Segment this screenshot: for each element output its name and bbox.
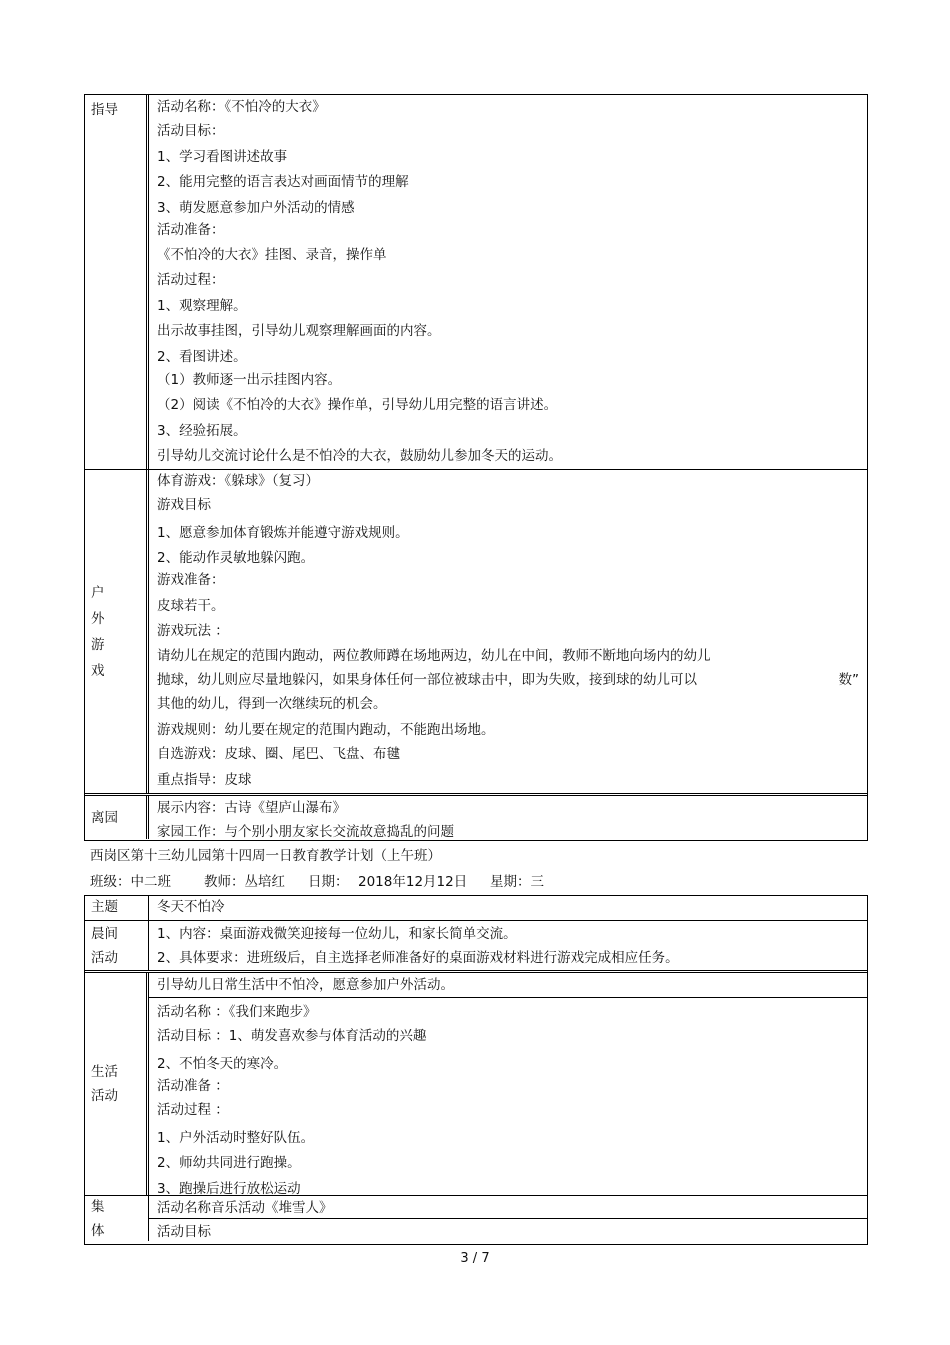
leave-label: 离园 xyxy=(85,796,149,839)
outdoor-game-label xyxy=(85,470,149,793)
life-line: 3、跑操后进行放松运动 xyxy=(157,1181,301,1197)
guidance-label: 指导 xyxy=(85,95,149,469)
weekday-label: 星期：三 xyxy=(490,874,544,890)
outdoor-line: 抛球，幼儿则应尽量地躲闪，如果身体任何一部位被球击中，即为失败，接到球的幼儿可以 xyxy=(157,672,697,688)
guidance-line: 1、学习看图讲述故事 xyxy=(157,149,288,165)
outdoor-line: 请幼儿在规定的范围内跑动，两位教师蹲在场地两边，幼儿在中间，教师不断地向场内的幼儿 xyxy=(157,648,711,664)
outdoor-game-row xyxy=(85,469,867,793)
top-plan-table xyxy=(84,94,868,841)
date-label: 日期： xyxy=(308,874,349,890)
life-activity-label xyxy=(85,973,149,1195)
label-line: 活动 xyxy=(91,949,118,966)
label-char: 外 xyxy=(91,610,105,627)
life-line: 2、师幼共同进行跑操。 xyxy=(157,1155,301,1171)
plan-title: 西岗区第十三幼儿园第十四周一日教育教学计划（上午班） xyxy=(90,848,441,864)
guidance-line: 3、经验拓展。 xyxy=(157,423,247,439)
guidance-line: 2、看图讲述。 xyxy=(157,349,247,365)
outdoor-line: 2、能动作灵敏地躲闪跑。 xyxy=(157,550,315,566)
outdoor-line-trailing-word: 数” xyxy=(838,672,859,688)
label-char: 游 xyxy=(91,636,105,653)
label-line: 生活 xyxy=(91,1064,118,1080)
life-intro: 引导幼儿日常生活中不怕冷，愿意参加户外活动。 xyxy=(157,977,454,993)
guidance-line: 活动过程： xyxy=(157,272,225,288)
life-line: 1、户外活动时整好队伍。 xyxy=(157,1130,315,1146)
morning-line: 1、内容：桌面游戏微笑迎接每一位幼儿，和家长简单交流。 xyxy=(157,926,517,942)
outdoor-line: 游戏玩法 ： xyxy=(157,623,229,639)
outdoor-line: 游戏准备： xyxy=(157,572,225,588)
outdoor-line: 皮球若干。 xyxy=(157,598,225,614)
group-activity-row xyxy=(85,1195,867,1241)
guidance-row xyxy=(85,95,867,469)
group-activity-label xyxy=(85,1196,149,1241)
guidance-line: 活动目标： xyxy=(157,123,225,139)
life-line: 活动过程 ： xyxy=(157,1102,229,1118)
label-line: 体 xyxy=(91,1222,105,1239)
leave-row xyxy=(85,793,867,839)
label-line: 晨间 xyxy=(91,925,118,942)
theme-value: 冬天不怕冷 xyxy=(157,899,225,915)
outdoor-line: 体育游戏：《躲球》（复习） xyxy=(157,473,319,489)
guidance-line: 《不怕冷的大衣》挂图、录音，操作单 xyxy=(157,247,387,263)
outdoor-line: 游戏规则：幼儿要在规定的范围内跑动，不能跑出场地。 xyxy=(157,722,495,738)
outdoor-line: 自选游戏：皮球、圈、尾巴、飞盘、布毽 xyxy=(157,746,400,762)
life-line: 活动准备 ： xyxy=(157,1078,229,1094)
class-label: 班级：中二班 xyxy=(90,874,171,890)
leave-line: 家园工作：与个别小朋友家长交流故意捣乱的问题 xyxy=(157,824,454,840)
guidance-line: 活动准备： xyxy=(157,222,225,238)
guidance-line: 2、能用完整的语言表达对画面情节的理解 xyxy=(157,174,409,190)
life-line: 活动名称 ：《我们来跑步》 xyxy=(157,1004,317,1020)
life-line: 2、不怕冬天的寒冷。 xyxy=(157,1056,288,1072)
leave-content xyxy=(157,796,861,839)
guidance-line: 出示故事挂图，引导幼儿观察理解画面的内容。 xyxy=(157,323,441,339)
group-divider xyxy=(149,1218,867,1219)
life-activity-row xyxy=(85,970,867,1195)
page-number: 3 / 7 xyxy=(460,1251,490,1266)
guidance-line: 活动名称：《不怕冷的大衣》 xyxy=(157,99,326,115)
guidance-line: 3、萌发愿意参加户外活动的情感 xyxy=(157,200,355,216)
guidance-line: （2）阅读《不怕冷的大衣》操作单，引导幼儿用完整的语言讲述。 xyxy=(157,397,558,413)
life-intro-divider xyxy=(149,997,867,998)
outdoor-line: 重点指导：皮球 xyxy=(157,772,252,788)
guidance-line: 引导幼儿交流讨论什么是不怕冷的大衣，鼓励幼儿参加冬天的运动。 xyxy=(157,448,562,464)
life-activity-content xyxy=(157,973,861,1195)
bottom-plan-table xyxy=(84,895,868,1245)
label-line: 活动 xyxy=(91,1088,118,1104)
guidance-content xyxy=(157,95,861,469)
life-line: 活动目标 ：1、萌发喜欢参与体育活动的兴趣 xyxy=(157,1028,427,1044)
theme-label: 主题 xyxy=(85,896,149,920)
label-char: 戏 xyxy=(91,662,105,679)
outdoor-game-content xyxy=(157,470,861,793)
morning-line: 2、具体要求：进班级后，自主选择老师准备好的桌面游戏材料进行游戏完成相应任务。 xyxy=(157,950,679,966)
guidance-line: （1）教师逐一出示挂图内容。 xyxy=(157,372,342,388)
outdoor-line: 游戏目标 xyxy=(157,497,211,513)
morning-activity-row xyxy=(85,920,867,970)
label-char: 户 xyxy=(91,584,105,601)
morning-activity-content xyxy=(157,921,861,970)
morning-activity-label xyxy=(85,921,149,970)
outdoor-line: 其他的幼儿，得到一次继续玩的机会。 xyxy=(157,696,387,712)
theme-row xyxy=(85,896,867,920)
group-line: 活动名称音乐活动《堆雪人》 xyxy=(157,1200,333,1216)
guidance-line: 1、观察理解。 xyxy=(157,298,247,314)
group-line: 活动目标 xyxy=(157,1224,211,1240)
date-value: 2018年12月12日 xyxy=(358,874,468,890)
teacher-label: 教师：丛培红 xyxy=(204,874,285,890)
label-line: 集 xyxy=(91,1198,105,1215)
outdoor-line: 1、愿意参加体育锻炼并能遵守游戏规则。 xyxy=(157,525,409,541)
leave-line: 展示内容：古诗《望庐山瀑布》 xyxy=(157,800,346,816)
theme-content xyxy=(157,896,861,920)
